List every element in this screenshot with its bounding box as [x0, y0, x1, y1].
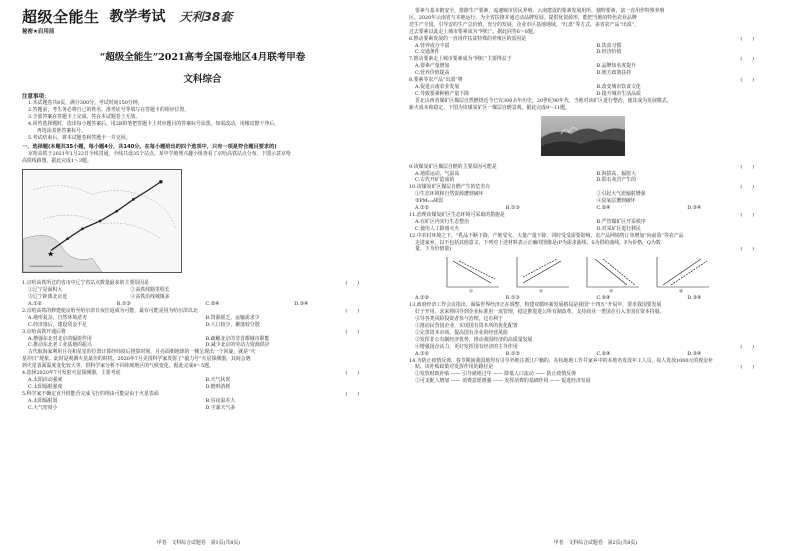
question-14 — [409, 358, 778, 386]
answer-paren: ( ) — [740, 343, 754, 350]
option-c[interactable]: C.②④ — [596, 295, 611, 302]
question-stem: 8.要素等农产品“出滇”将 — [409, 77, 463, 84]
option-a[interactable]: A.增强东北对北京的辐射作用 — [28, 335, 92, 342]
station-dot — [132, 198, 135, 201]
option-b[interactable]: B.①③ — [505, 205, 520, 212]
passage-4 — [409, 98, 778, 112]
option-b[interactable]: B.疏解北京的非首都城市职能 — [205, 335, 270, 342]
answer-paren: ( ) — [345, 307, 359, 314]
station-dot — [159, 180, 163, 184]
railway-map — [22, 169, 182, 273]
question-stem: 10.该煤炭矿区煤层自燃产生的危害有 — [409, 184, 491, 191]
option-c[interactable]: C.交通条件 — [415, 49, 440, 56]
question-item: ③辽宁距离北京近 — [28, 294, 68, 301]
capital-star: ★ — [47, 249, 55, 259]
question-item: ②高铁线路里程长 — [130, 287, 170, 294]
question-item: ②引起大气逆辐射增强 — [596, 191, 646, 198]
question-3 — [22, 329, 383, 350]
option-d[interactable]: D.人口较少，聚落较分散 — [205, 321, 260, 328]
passage-line: 要素与基本链安全，排除生产要素，流速城市居民养殖、云南建设的要素发展用所，独特要素，富一直用作特殊养殖 — [415, 8, 665, 14]
question-stem: 11.治理该煤炭矿区生态环境可采取的措施是 — [409, 211, 505, 218]
answer-paren: ( ) — [345, 328, 359, 335]
passage-1 — [22, 151, 383, 165]
question-10 — [409, 184, 778, 212]
option-a[interactable]: A.促进云南农业发展 — [415, 83, 460, 90]
option-c[interactable]: C.经济落后，建设资金不足 — [28, 321, 87, 328]
passage-line: 晋北山西省煤矿区煤层自然燃烧近今已有300余年历史。20世纪90年代，当地对该矿区进行整治，使其成为发展模式， — [415, 97, 672, 104]
question-item: ④增强国企活力，更好发挥国有经济的主导作用 — [415, 343, 518, 350]
note-line: 4.回答选择题时，选出每小题答案后，用2B铅笔把答题卡上对应题目的答案标号涂黑。如需改动，用橡皮擦干净后， — [28, 120, 280, 127]
passage-line: 到火星表面温度变化较大等，供科学家分析不同纬度地区的气候变化。据此完成4～5题。 — [22, 363, 215, 370]
note-line: 2.答题前，考生务必将自己的姓名、准考证号等填写在答题卡的相应位置。 — [28, 106, 190, 113]
question-stem: 量，下为价值量) — [415, 246, 452, 253]
note-line: 5.考试结束后，将本试题卷和答题卡一并交回。 — [28, 134, 131, 141]
supply-demand-graphs — [409, 255, 778, 293]
passage-line: 星冲日”现象。此时是观测火星最佳的时机。2020年7月美国科学家发射了“毅力号”火星探测器，其间会遇 — [22, 356, 251, 363]
option-a[interactable]: A.要素产量增加 — [415, 63, 450, 70]
page-footer: 甲卷 文科综合试题卷 第2页(共8页) — [553, 540, 638, 546]
option-a[interactable]: A.太阳辐射弱 — [28, 397, 58, 404]
question-12 — [409, 233, 778, 303]
option-c[interactable]: C.导致要素种植产量下降 — [415, 90, 470, 97]
question-stem: 5.科学家不确定直升机能否完成飞行的理由可能是由于火星表面 — [22, 390, 159, 397]
passage-line: 新火成本和稳定，下图为该煤炭矿区一煤层自燃景观。据此完成9～11题。 — [409, 104, 570, 111]
question-item: ④高铁沿线城镇多 — [130, 294, 170, 301]
option-d[interactable]: D.③④ — [687, 295, 702, 302]
note-line: 再选涂其他答案标号。 — [37, 127, 86, 134]
option-c[interactable]: C.太阳辐射强度 — [28, 383, 63, 390]
section-heading: 一、选择题(本题共35小题，每小题4分，共140分。在每小题给出的四个选项中，只有一项是符合题目要求的) — [22, 144, 277, 151]
question-item: ①发放财政补贴 —— 引导就地过年 —— 降低人口流动 —— 防止疫情反弹 — [415, 371, 576, 378]
note-line: 1.本试题卷共8页，满分300分，考试时间150分钟。 — [28, 100, 143, 106]
graph-4 — [651, 255, 713, 293]
option-d[interactable]: D.经济价值 — [596, 49, 622, 56]
graph-2 — [511, 255, 573, 293]
passage-2 — [22, 349, 383, 370]
option-d[interactable]: D.提升城市生活品质 — [596, 90, 641, 97]
option-d[interactable]: D.阳石灰岩产生的 — [596, 177, 637, 184]
question-stem: 6.推动要素发展的一直用作扶贫特殊的养殖区的原因是 — [409, 35, 527, 42]
coal-fire-photo — [541, 116, 625, 156]
option-b[interactable]: B.①③ — [116, 300, 131, 307]
question-6 — [409, 36, 778, 57]
answer-paren: ( ) — [740, 184, 754, 191]
answer-paren: ( ) — [345, 390, 359, 397]
answer-paren: ( ) — [740, 211, 754, 218]
option-c[interactable]: C.营养价值提高 — [415, 70, 450, 77]
option-d[interactable]: D.③④ — [687, 205, 702, 212]
question-item: ①推动民营国企业，实现国有资本所的优化配置 — [415, 323, 518, 329]
question-stem: 3.京哈高铁开通后将 — [22, 328, 66, 335]
brand-name: 超级全能生 — [22, 7, 100, 26]
question-9 — [409, 164, 778, 185]
answer-paren: ( ) — [740, 56, 754, 63]
option-a[interactable]: A.①② — [28, 300, 42, 307]
question-stem: 4.选择2020年7月发射火星探测器，主要考虑 — [22, 370, 121, 377]
question-7 — [409, 56, 778, 77]
question-13 — [409, 302, 778, 357]
question-stem: 引导各类风险投资者参与治理，这有利于 — [415, 316, 504, 323]
passage-line: 过去要素以此走上城市要素成为“网红”。据此回答6～8题。 — [409, 28, 538, 35]
option-d[interactable]: D.减少北京的劳动力资源供应 — [205, 342, 270, 349]
badge-logo: 天利38套 — [179, 9, 233, 24]
graph-1 — [441, 255, 503, 293]
option-d[interactable]: D.燃料消耗 — [205, 383, 231, 390]
question-stem: 9.该煤炭矿区煤层自燃的主要原因可能是 — [409, 163, 497, 170]
option-b[interactable]: B.昼夜温差大 — [205, 397, 236, 404]
question-item: ①辽宁是面积大 — [28, 287, 63, 294]
answer-paren: ( ) — [740, 163, 754, 170]
subject-title: 文科综合 — [183, 74, 222, 85]
option-a[interactable]: A.①② — [415, 350, 429, 357]
question-stem: 13.政府经济工作会议指出，面临世界经济正在调整，构建双循环新发展格局是我国“十四五”开局年，要求我国要发展 — [409, 302, 662, 309]
answer-paren: ( ) — [740, 35, 754, 42]
passage-line: 区。2020年云南省与本地运行，为全省扶推并通过动品牌发展。提供优资源形，能把当地的特色农业品牌 — [409, 14, 637, 21]
option-a[interactable]: A.①② — [415, 295, 429, 302]
right-page — [397, 0, 794, 551]
question-item: ③PM₂.₅减弱 — [415, 198, 443, 205]
option-c[interactable]: C.古代开矿造成的 — [415, 177, 455, 184]
question-4 — [22, 370, 383, 391]
passage-line: 高铁线路图。据此完成1～3题。 — [22, 158, 92, 165]
passage-line: 京哈高铁于2021年1月22日全线贯通，全线共设35个站点。某中学地理兴趣小组查看了京哈高铁站点分布，下图示意京哈 — [28, 151, 291, 158]
option-c[interactable]: C.推动东北老工业基地的振兴 — [28, 342, 92, 349]
question-item: ①生态环境和自然资源遭到破坏 — [415, 191, 484, 198]
question-stem: 好于开用，求来将回导到企业标准用一流管理，稳定推进进公所有制改革，支持商业一类国企引入非国有资本持股， — [415, 309, 665, 316]
option-b[interactable]: B.资源匮乏，运输需求少 — [205, 314, 260, 321]
question-item: ②完善资本市场，提高国有企业的经营风险 — [415, 329, 508, 336]
passage-line: 送生产全国。引导安的生产总价值，充分的发展，企业市区基地地域。“红盘”等方式，多省农产品“出滇”， — [409, 21, 640, 28]
exam-label: 教学考试 — [109, 9, 166, 25]
graph-label: ① — [469, 289, 474, 294]
option-d[interactable]: D.③④ — [687, 350, 702, 357]
station-dot — [66, 238, 69, 241]
question-2 — [22, 308, 383, 329]
question-1 — [22, 280, 383, 308]
option-a[interactable]: A.在矿区内实行生态整治 — [415, 218, 469, 225]
option-d[interactable]: D.③④ — [294, 300, 309, 307]
notes-list — [22, 100, 383, 141]
question-11 — [409, 212, 778, 233]
station-dot — [81, 228, 84, 231]
option-b[interactable]: B.海拔高、辐射大 — [596, 170, 636, 177]
question-stem: 走进家乡。以不包括其他意义，下列对上述材料表示正确的图像是(P为需求曲线，S为供给曲线，P为价格，Q为数 — [415, 239, 661, 246]
option-a[interactable]: A.地质运动、气温高 — [415, 170, 460, 177]
question-stem: 7.推动要素走上城市要素成为“网红”主要得益于 — [409, 56, 512, 63]
option-c[interactable]: C.②④ — [596, 205, 611, 212]
secret-label: 秘密★启用前 — [22, 29, 55, 35]
option-b[interactable]: B.改变城市饮食文化 — [596, 83, 641, 90]
option-d[interactable]: D.尘暴天气多 — [205, 404, 236, 411]
option-b[interactable]: B.饮食习惯 — [596, 42, 622, 49]
question-stem: 12.中农村环境之下，“乳品不断下降，产地受灾，大量产量下降，同时受受需要影响。农产品网销售订单增加“向前盈”等农产品 — [409, 232, 684, 239]
question-item: ③发挥非公有制经济优势，推动我国经济的高质量发展 — [415, 336, 533, 343]
option-b[interactable]: B.严管煤矿区开采秩序 — [596, 218, 646, 225]
option-b[interactable]: B.①③ — [505, 295, 520, 302]
option-c[interactable]: C.②④ — [205, 300, 220, 307]
answer-paren: ( ) — [345, 370, 359, 377]
question-stem: 1.京哈高铁所过的省市中辽宁省站点数量最多的主要原因是 — [22, 280, 149, 287]
answer-paren: ( ) — [740, 364, 754, 371]
question-8 — [409, 77, 778, 98]
option-b[interactable]: B.天气状况 — [205, 376, 231, 383]
answer-paren: ( ) — [740, 77, 754, 84]
question-item: ④臭氧层遭到破坏 — [596, 198, 636, 205]
passage-line: 古代航海家利用月亮和星星的位置计算经纬度后推算时刻，月亮面朝地球的一侧呈现出一个回旋，就是“火 — [28, 349, 256, 356]
exam-title: “超级全能生”2021高考全国卷地区4月联考甲卷 — [99, 52, 306, 63]
option-c[interactable]: C.②④ — [596, 350, 611, 357]
option-b[interactable]: B.品牌知名度提升 — [596, 63, 636, 70]
graph-label: ③ — [609, 289, 614, 294]
answer-paren: ( ) — [740, 246, 754, 253]
question-stem: 14.为防止疫情反弹，春节期间我国地均有引导外地注浙江户籍的，在杭地地工作并家乡中的本地名发放年工人员，每人发放1000元的现金补 — [409, 357, 713, 364]
option-d[interactable]: D.对采矿区进行移民 — [596, 225, 641, 232]
station-dot — [99, 220, 102, 223]
note-line: 3.全部答案在答题卡上完成，答在本试题卷上无效。 — [28, 113, 141, 120]
option-a[interactable]: A.太阳活动强度 — [28, 376, 63, 383]
notes-heading: 注意事项： — [22, 94, 50, 100]
answer-paren: ( ) — [345, 280, 359, 287]
option-a[interactable]: A.地形复杂，自然环境恶劣 — [28, 314, 87, 321]
option-c[interactable]: C.大气密度小 — [28, 404, 58, 411]
question-stem: 2.京哈高铁的修建使京哈至哈尔滨日夜往返成为可能，最有可能是因为哈尔滨以北 — [22, 307, 198, 314]
graph-3 — [581, 255, 643, 293]
graph-label: ④ — [679, 289, 684, 294]
passage-3 — [409, 8, 778, 36]
option-a[interactable]: A.营养成分丰富 — [415, 42, 450, 49]
graph-label: ② — [539, 289, 544, 294]
option-a[interactable]: A.①② — [415, 205, 429, 212]
option-d[interactable]: D.地方政策扶持 — [596, 70, 632, 77]
question-item: ②可支配人增加 —— 消费意愿增强 —— 发挥消费的基础作用 —— 促进经济发展 — [415, 378, 591, 385]
brand-header — [22, 6, 383, 26]
question-stem: 贴。该补贴政策对发挥作用的路径是 — [415, 364, 494, 371]
option-b[interactable]: B.①③ — [505, 350, 520, 357]
question-5 — [22, 391, 383, 412]
option-c[interactable]: C.使用人工降雨灭火 — [415, 225, 460, 232]
page-footer: 甲卷 文科综合试题卷 第1页(共8页) — [156, 540, 241, 546]
station-dot — [115, 210, 118, 213]
